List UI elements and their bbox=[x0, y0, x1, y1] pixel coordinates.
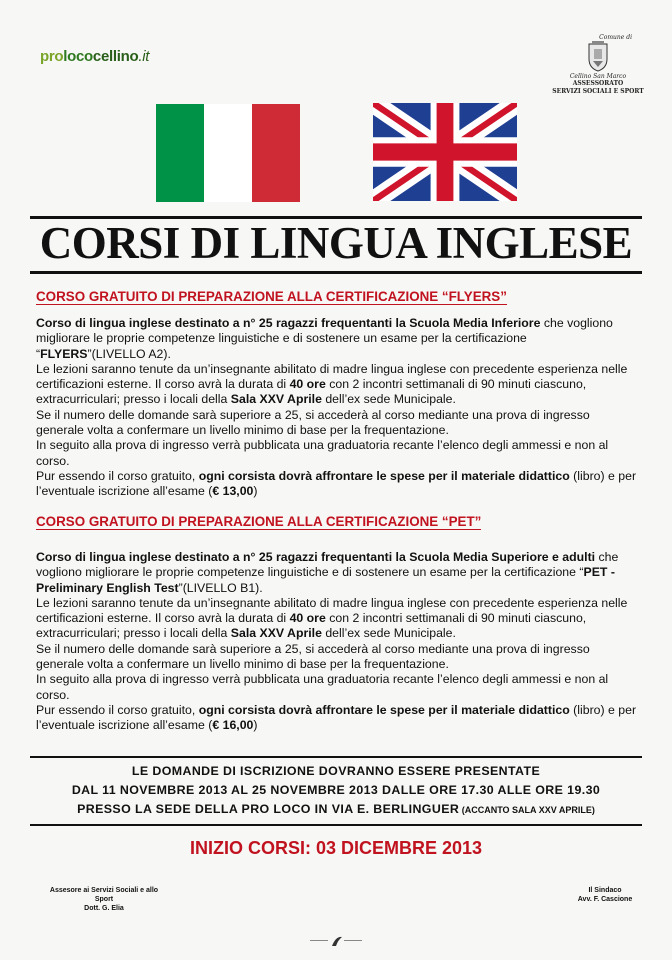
flyers-para-1: Corso di lingua inglese destinato a n° 25 ragazzi frequentanti la Scuola Media Inferiore che vogliono migliorare le proprie competenze linguistiche e di sostenere un esame per la certificazione “FLYERS”(LIVELLO A2). bbox=[36, 316, 613, 361]
signature-assessore-role: Assesore ai Servizi Sociali e allo Sport bbox=[49, 887, 159, 903]
italian-flag-icon bbox=[156, 104, 300, 202]
crest-servizi: SERVIZI SOCIALI E SPORT bbox=[552, 88, 644, 95]
notice-rule-top bbox=[30, 756, 642, 758]
flyers-para-5: Pur essendo il corso gratuito, ogni corsista dovrà affrontare le spese per il materiale didattico (libro) e per l’eventuale iscrizione all’esame (€ 13,00) bbox=[36, 468, 637, 499]
flyers-para-4: In seguito alla prova di ingresso verrà pubblicata una graduatoria recante l’elenco degli ammessi e non al corso. bbox=[36, 438, 609, 468]
section-pet-body bbox=[36, 550, 639, 734]
signature-sindaco-role: Il Sindaco bbox=[588, 887, 622, 894]
crest-comune-label: Comune di bbox=[599, 34, 632, 41]
notice-line-2: DAL 11 NOVEMBRE 2013 AL 25 NOVEMBRE 2013 DALLE ORE 17.30 ALLE ORE 19.30 bbox=[71, 783, 601, 797]
page-title: CORSI DI LINGUA INGLESE bbox=[39, 218, 633, 268]
signature-sindaco bbox=[560, 886, 650, 904]
section-flyers-body bbox=[36, 316, 639, 500]
section-pet-heading: CORSO GRATUITO DI PREPARAZIONE ALLA CERTIFICAZIONE “PET” bbox=[36, 514, 482, 529]
crest-assessorato: ASSESSORATO bbox=[572, 80, 624, 87]
notice-line-1: LE DOMANDE DI ISCRIZIONE DOVRANNO ESSERE PRESENTATE bbox=[131, 764, 541, 778]
crest-town-label: Cellino San Marco bbox=[569, 73, 627, 80]
registration-notice bbox=[30, 762, 642, 820]
signature-assessore-name: Dott. G. Elia bbox=[84, 905, 124, 912]
comune-crest bbox=[548, 34, 648, 96]
pet-para-2: Le lezioni saranno tenute da un’insegnante abilitato di madre lingua inglese con precedente esperienza nelle certificazioni esterne. Il corso avrà la durata di 40 ore con 2 incontri settimanali di 90 minuti ciascuno, extracurriculari; presso i locali della Sala XXV Aprile dell’ex sede Municipale. bbox=[36, 595, 628, 641]
signature-assessore bbox=[44, 886, 164, 913]
pet-para-4: In seguito alla prova di ingresso verrà pubblicata una graduatoria recante l’elenco degli ammessi e non al corso. bbox=[36, 672, 609, 702]
course-start-date: INIZIO CORSI: 03 DICEMBRE 2013 bbox=[189, 838, 483, 858]
pet-para-1: Corso di lingua inglese destinato a n° 25 ragazzi frequentanti la Scuola Media Superiore e adulti che vogliono migliorare le proprie competenze linguistiche e di sostenere un esame per la certificazione “PET - Preliminary English Test”(LIVELLO B1). bbox=[36, 550, 619, 595]
flyers-para-3: Se il numero delle domande sarà superiore a 25, si accederà al corso mediante una prova di ingresso generale volta a confermare un livello minimo di base per la frequentazione. bbox=[36, 407, 590, 438]
studio-logo-icon bbox=[308, 934, 364, 948]
notice-line-3: PRESSO LA SEDE DELLA PRO LOCO IN VIA E. BERLINGUER (ACCANTO SALA XXV APRILE) bbox=[77, 802, 595, 816]
coat-of-arms-icon bbox=[585, 41, 611, 73]
pet-para-3: Se il numero delle domande sarà superiore a 25, si accederà al corso mediante una prova di ingresso generale volta a confermare un livello minimo di base per la frequentazione. bbox=[36, 641, 590, 672]
notice-rule-bottom bbox=[30, 824, 642, 826]
section-flyers-heading: CORSO GRATUITO DI PREPARAZIONE ALLA CERTIFICAZIONE “FLYERS” bbox=[36, 289, 507, 304]
title-rule-bottom bbox=[30, 271, 642, 274]
prolococellino-logo: prolococellino.it bbox=[40, 48, 150, 65]
flyers-para-2: Le lezioni saranno tenute da un’insegnante abilitato di madre lingua inglese con precedente esperienza nelle certificazioni esterne. Il corso avrà la durata di 40 ore con 2 incontri settimanali di 90 minuti ciascuno, extracurriculari; presso i locali della Sala XXV Aprile dell’ex sede Municipale. bbox=[36, 361, 628, 407]
uk-flag-icon bbox=[373, 103, 517, 201]
signature-sindaco-name: Avv. F. Cascione bbox=[577, 896, 633, 903]
pet-para-5: Pur essendo il corso gratuito, ogni corsista dovrà affrontare le spese per il materiale didattico (libro) e per l’eventuale iscrizione all’esame (€ 16,00) bbox=[36, 702, 637, 733]
